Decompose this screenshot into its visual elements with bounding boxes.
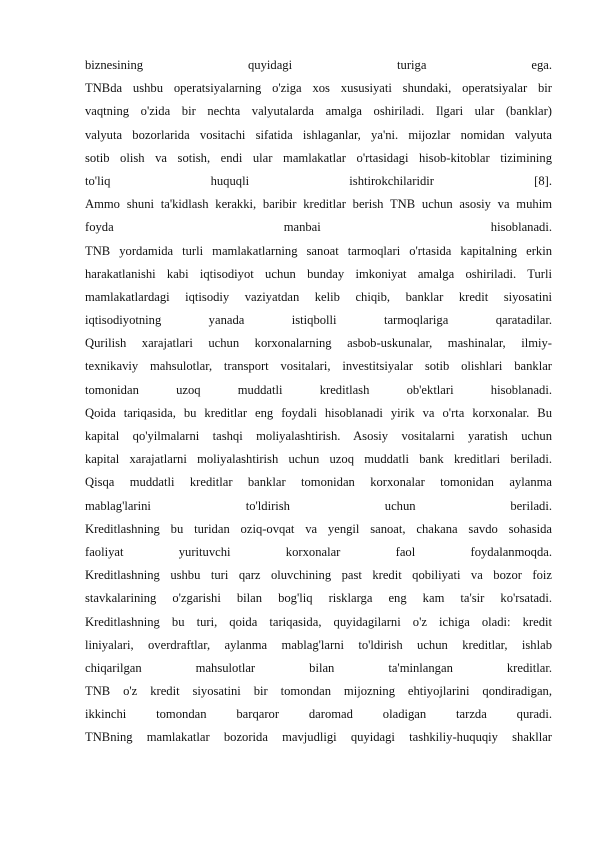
- text-line: Qoida tariqasida, bu kreditlar eng foydali hisoblanadi yirik va o'rta korxonalar. Bu: [85, 405, 552, 420]
- text-line: chiqarilgan mahsulotlar bilan ta'minlangan kreditlar.: [85, 660, 552, 675]
- text-line: ikkinchi tomondan barqaror daromad oladigan tarzda quradi.: [85, 707, 552, 722]
- text-line: Qisqa muddatli kreditlar banklar tomonidan korxonalar tomonidan aylanma: [85, 475, 552, 490]
- text-line: kapital xarajatlarni moliyalashtirish uchun uzoq muddatli bank kreditlari beriladi.: [85, 452, 552, 467]
- text-line: tomonidan uzoq muddatli kreditlash ob'ektlari hisoblanadi.: [85, 382, 552, 397]
- text-line: harakatlanishi kabi iqtisodiyot uchun bunday imkoniyat amalga oshiriladi. Turli: [85, 266, 552, 281]
- text-line: texnikaviy mahsulotlar, transport vositalari, investitsiyalar sotib olishlari banklar: [85, 359, 552, 374]
- text-line: TNB o'z kredit siyosatini bir tomondan mijozning ehtiyojlarini qondiradigan,: [85, 684, 552, 699]
- text-line: mamlakatlardagi iqtisodiy vaziyatdan kelib chiqib, banklar kredit siyosatini: [85, 289, 552, 304]
- text-line: iqtisodiyotning yanada istiqbolli tarmoqlariga qaratadilar.: [85, 313, 552, 328]
- text-line: Ammo shuni ta'kidlash kerakki, baribir kreditlar berish TNB uchun asosiy va muhim: [85, 197, 552, 212]
- text-line: faoliyat yurituvchi korxonalar faol foydalanmoqda.: [85, 544, 552, 559]
- text-line: Kreditlashning ushbu turi qarz oluvchining past kredit qobiliyati va bozor foiz: [85, 568, 552, 583]
- text-line: vaqtning o'zida bir nechta valyutalarda amalga oshiriladi. Ilgari ular (banklar): [85, 104, 552, 119]
- text-line: to'liq huquqli ishtirokchilaridir [8].: [85, 173, 552, 188]
- text-line: TNBning mamlakatlar bozorida mavjudligi quyidagi tashkiliy-huquqiy shakllar: [85, 730, 552, 745]
- text-line: valyuta bozorlarida vositachi sifatida ishlaganlar, ya'ni. mijozlar nomidan valyuta: [85, 127, 552, 142]
- text-line: TNB yordamida turli mamlakatlarning sanoat tarmoqlari o'rtasida kapitalning erkin: [85, 243, 552, 258]
- text-line: Kreditlashning bu turidan oziq-ovqat va yengil sanoat, chakana savdo sohasida: [85, 521, 552, 536]
- text-line: Kreditlashning bu turi, qoida tariqasida, quyidagilarni o'z ichiga oladi: kredit: [85, 614, 552, 629]
- text-line: TNBda ushbu operatsiyalarning o'ziga xos xususiyati shundaki, operatsiyalar bir: [85, 81, 552, 96]
- text-line: sotib olish va sotish, endi ular mamlakatlar o'rtasidagi hisob-kitoblar tizimining: [85, 150, 552, 165]
- text-line: stavkalarining o'zgarishi bilan bog'liq risklarga eng kam ta'sir ko'rsatadi.: [85, 591, 552, 606]
- text-line: foyda manbai hisoblanadi.: [85, 220, 552, 235]
- document-body: [85, 54, 552, 750]
- text-line: kapital qo'yilmalarni tashqi moliyalashtirish. Asosiy vositalarni yaratish uchun: [85, 429, 552, 443]
- text-line: mablag'larini to'ldirish uchun beriladi.: [85, 498, 552, 513]
- text-line: Qurilish xarajatlari uchun korxonalarning asbob-uskunalar, mashinalar, ilmiy-: [85, 336, 552, 351]
- text-line: liniyalari, overdraftlar, aylanma mablag'larni to'ldirish uchun kreditlar, ishlab: [85, 637, 552, 652]
- text-line: biznesining quyidagi turiga ega.: [85, 58, 552, 72]
